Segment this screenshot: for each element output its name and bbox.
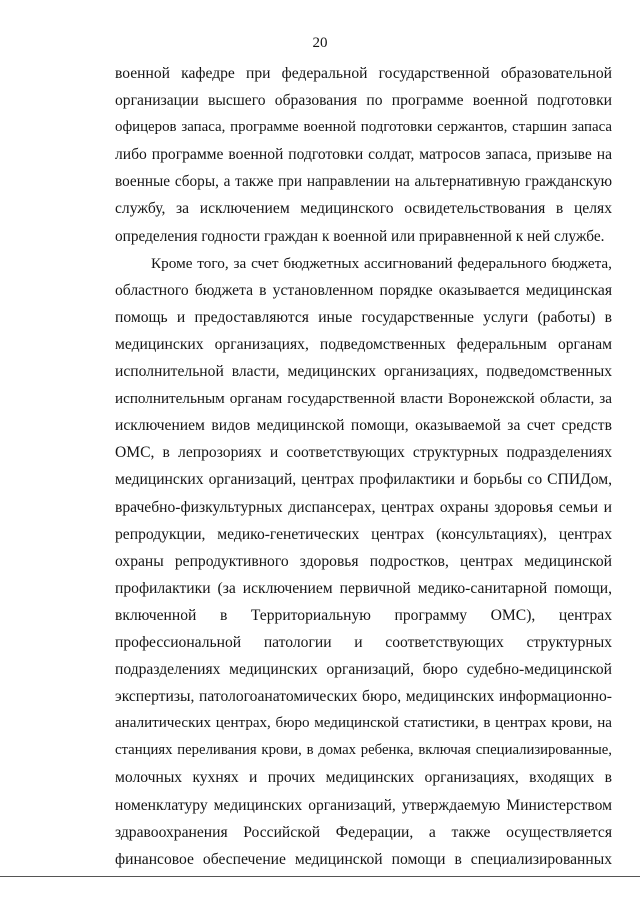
text-line: медицинских организациях, подведомственных федеральным органам — [115, 335, 612, 353]
text-line: Кроме того, за счет бюджетных ассигнований федерального бюджета, — [151, 254, 612, 272]
text-line: ОМС, в лепрозориях и соответствующих структурных подразделениях — [115, 444, 612, 462]
text-line: определения годности граждан к военной или приравненной к ней службе. — [115, 227, 605, 245]
text-line: исполнительным органам государственной власти Воронежской области, за — [115, 390, 612, 408]
text-line: военные сборы, а также при направлении на альтернативную гражданскую — [115, 173, 612, 191]
text-line: областного бюджета в установленном порядке оказывается медицинская — [115, 281, 612, 299]
text-line: исполнительной власти, медицинских организациях, подведомственных — [115, 363, 612, 381]
paragraph-1 — [115, 60, 612, 250]
text-line: подразделениях медицинских организаций, бюро судебно-медицинской — [115, 661, 612, 679]
text-line: аналитических центрах, бюро медицинской статистики, в центрах крови, на — [115, 715, 612, 732]
page-bottom-rule — [0, 876, 640, 877]
page-number: 20 — [312, 35, 328, 51]
paragraph-2 — [115, 250, 612, 873]
text-line: военной кафедре при федеральной государственной образовательной — [115, 65, 612, 82]
text-line: здравоохранения Российской Федерации, а также осуществляется — [115, 823, 612, 841]
text-line: профилактики (за исключением первичной медико-санитарной помощи, — [115, 579, 612, 597]
text-line: номенклатуру медицинских организаций, утверждаемую Министерством — [115, 796, 612, 814]
text-line: включенной в Территориальную программу ОМС), центрах — [115, 606, 612, 624]
text-line: либо программе военной подготовки солдат, матросов запаса, призыве на — [115, 146, 612, 164]
text-line: экспертизы, патологоанатомических бюро, медицинских информационно- — [115, 688, 612, 706]
text-line: профессиональной патологии и соответствующих структурных — [115, 633, 612, 651]
text-line: репродукции, медико-генетических центрах (консультациях), центрах — [115, 525, 612, 543]
text-line: медицинских организаций, центрах профилактики и борьбы со СПИДом, — [115, 471, 612, 489]
text-line: службу, за исключением медицинского освидетельствования в целях — [115, 200, 612, 218]
text-line: офицеров запаса, программе военной подготовки сержантов, старшин запаса — [115, 119, 612, 136]
text-line: организации высшего образования по программе военной подготовки — [115, 92, 612, 110]
text-line: охраны репродуктивного здоровья подростков, центрах медицинской — [115, 552, 612, 570]
text-line: станциях переливания крови, в домах ребенка, включая специализированные, — [115, 742, 612, 759]
text-line: исключением видов медицинской помощи, оказываемой за счет средств — [115, 417, 612, 435]
text-line: врачебно-физкультурных диспансерах, центрах охраны здоровья семьи и — [115, 498, 612, 516]
text-line: финансовое обеспечение медицинской помощи в специализированных — [115, 850, 612, 868]
body-text — [115, 60, 612, 873]
text-line: молочных кухнях и прочих медицинских организациях, входящих в — [115, 769, 612, 787]
text-line: помощь и предоставляются иные государственные услуги (работы) в — [115, 308, 612, 326]
